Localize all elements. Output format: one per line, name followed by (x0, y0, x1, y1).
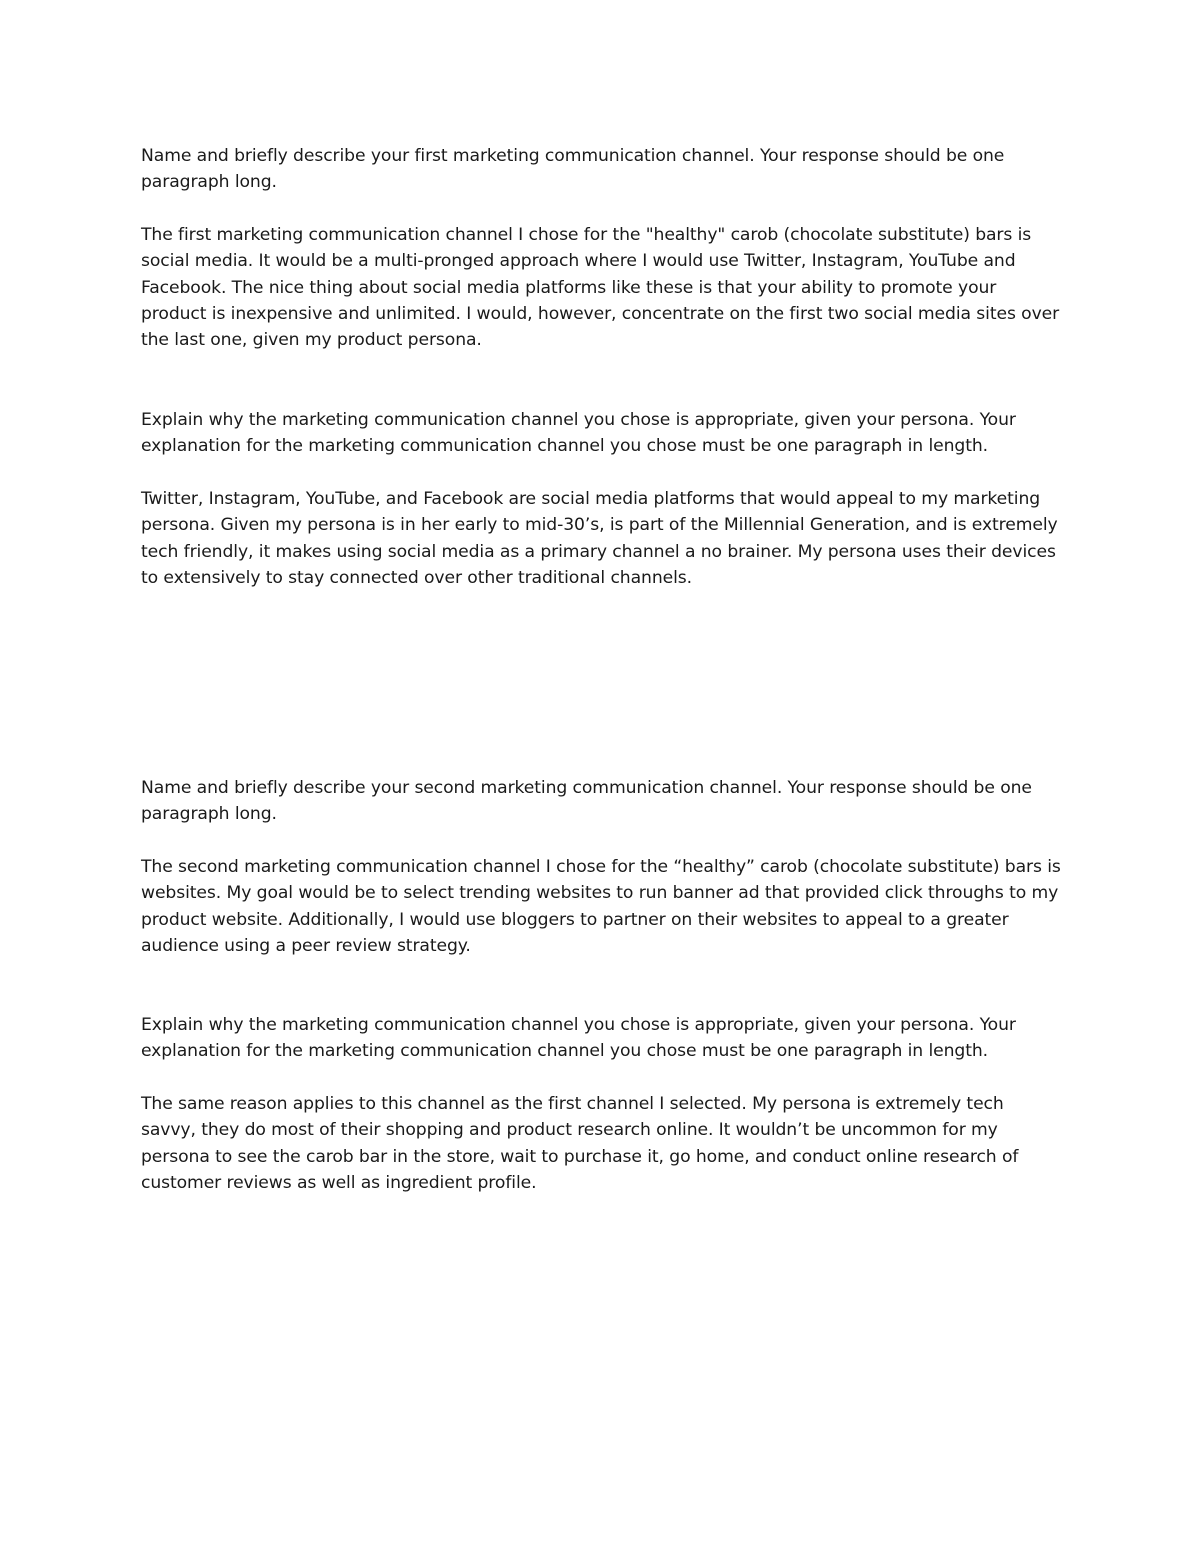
question-second-channel: Name and briefly describe your second marketing communication channel. Your response should be one paragraph long. (141, 778, 1032, 825)
answer-first-channel-justification: Twitter, Instagram, YouTube, and Facebook are social media platforms that would appeal to my marketing persona. Given my persona is in her early to mid-30’s, is part of the Millennial Generation, and is extremely tech friendly, it makes using social media as a primary channel a no brainer. My persona uses their devices to extensively to stay connected over other traditional channels. (141, 489, 1058, 588)
answer-second-channel: The second marketing communication channel I chose for the “healthy” carob (chocolate substitute) bars is websites. My goal would be to select trending websites to run banner ad that provided click throughs to my product website. Additionally, I would use bloggers to partner on their websites to appeal to a greater audience using a peer review strategy. (141, 857, 1061, 956)
answer-first-channel: The first marketing communication channel I chose for the "healthy" carob (chocolate substitute) bars is social media. It would be a multi-pronged approach where I would use Twitter, Instagram, YouTube and Facebook. The nice thing about social media platforms like these is that your ability to promote your product is inexpensive and unlimited. I would, however, concentrate on the first two social media sites over the last one, given my product persona. (141, 225, 1060, 351)
answer-second-channel-justification: The same reason applies to this channel as the first channel I selected. My persona is extremely tech savvy, they do most of their shopping and product research online. It wouldn’t be uncommon for my persona to see the carob bar in the store, wait to purchase it, go home, and conduct online research of customer reviews as well as ingredient profile. (141, 1094, 1019, 1193)
question-first-channel-justification: Explain why the marketing communication channel you chose is appropriate, given your persona. Your explanation for the marketing communication channel you chose must be one paragraph in length. (141, 410, 1016, 457)
question-second-channel-justification: Explain why the marketing communication channel you chose is appropriate, given your persona. Your explanation for the marketing communication channel you chose must be one paragraph in length. (141, 1015, 1016, 1062)
question-first-channel: Name and briefly describe your first marketing communication channel. Your response should be one paragraph long. (141, 146, 1005, 193)
